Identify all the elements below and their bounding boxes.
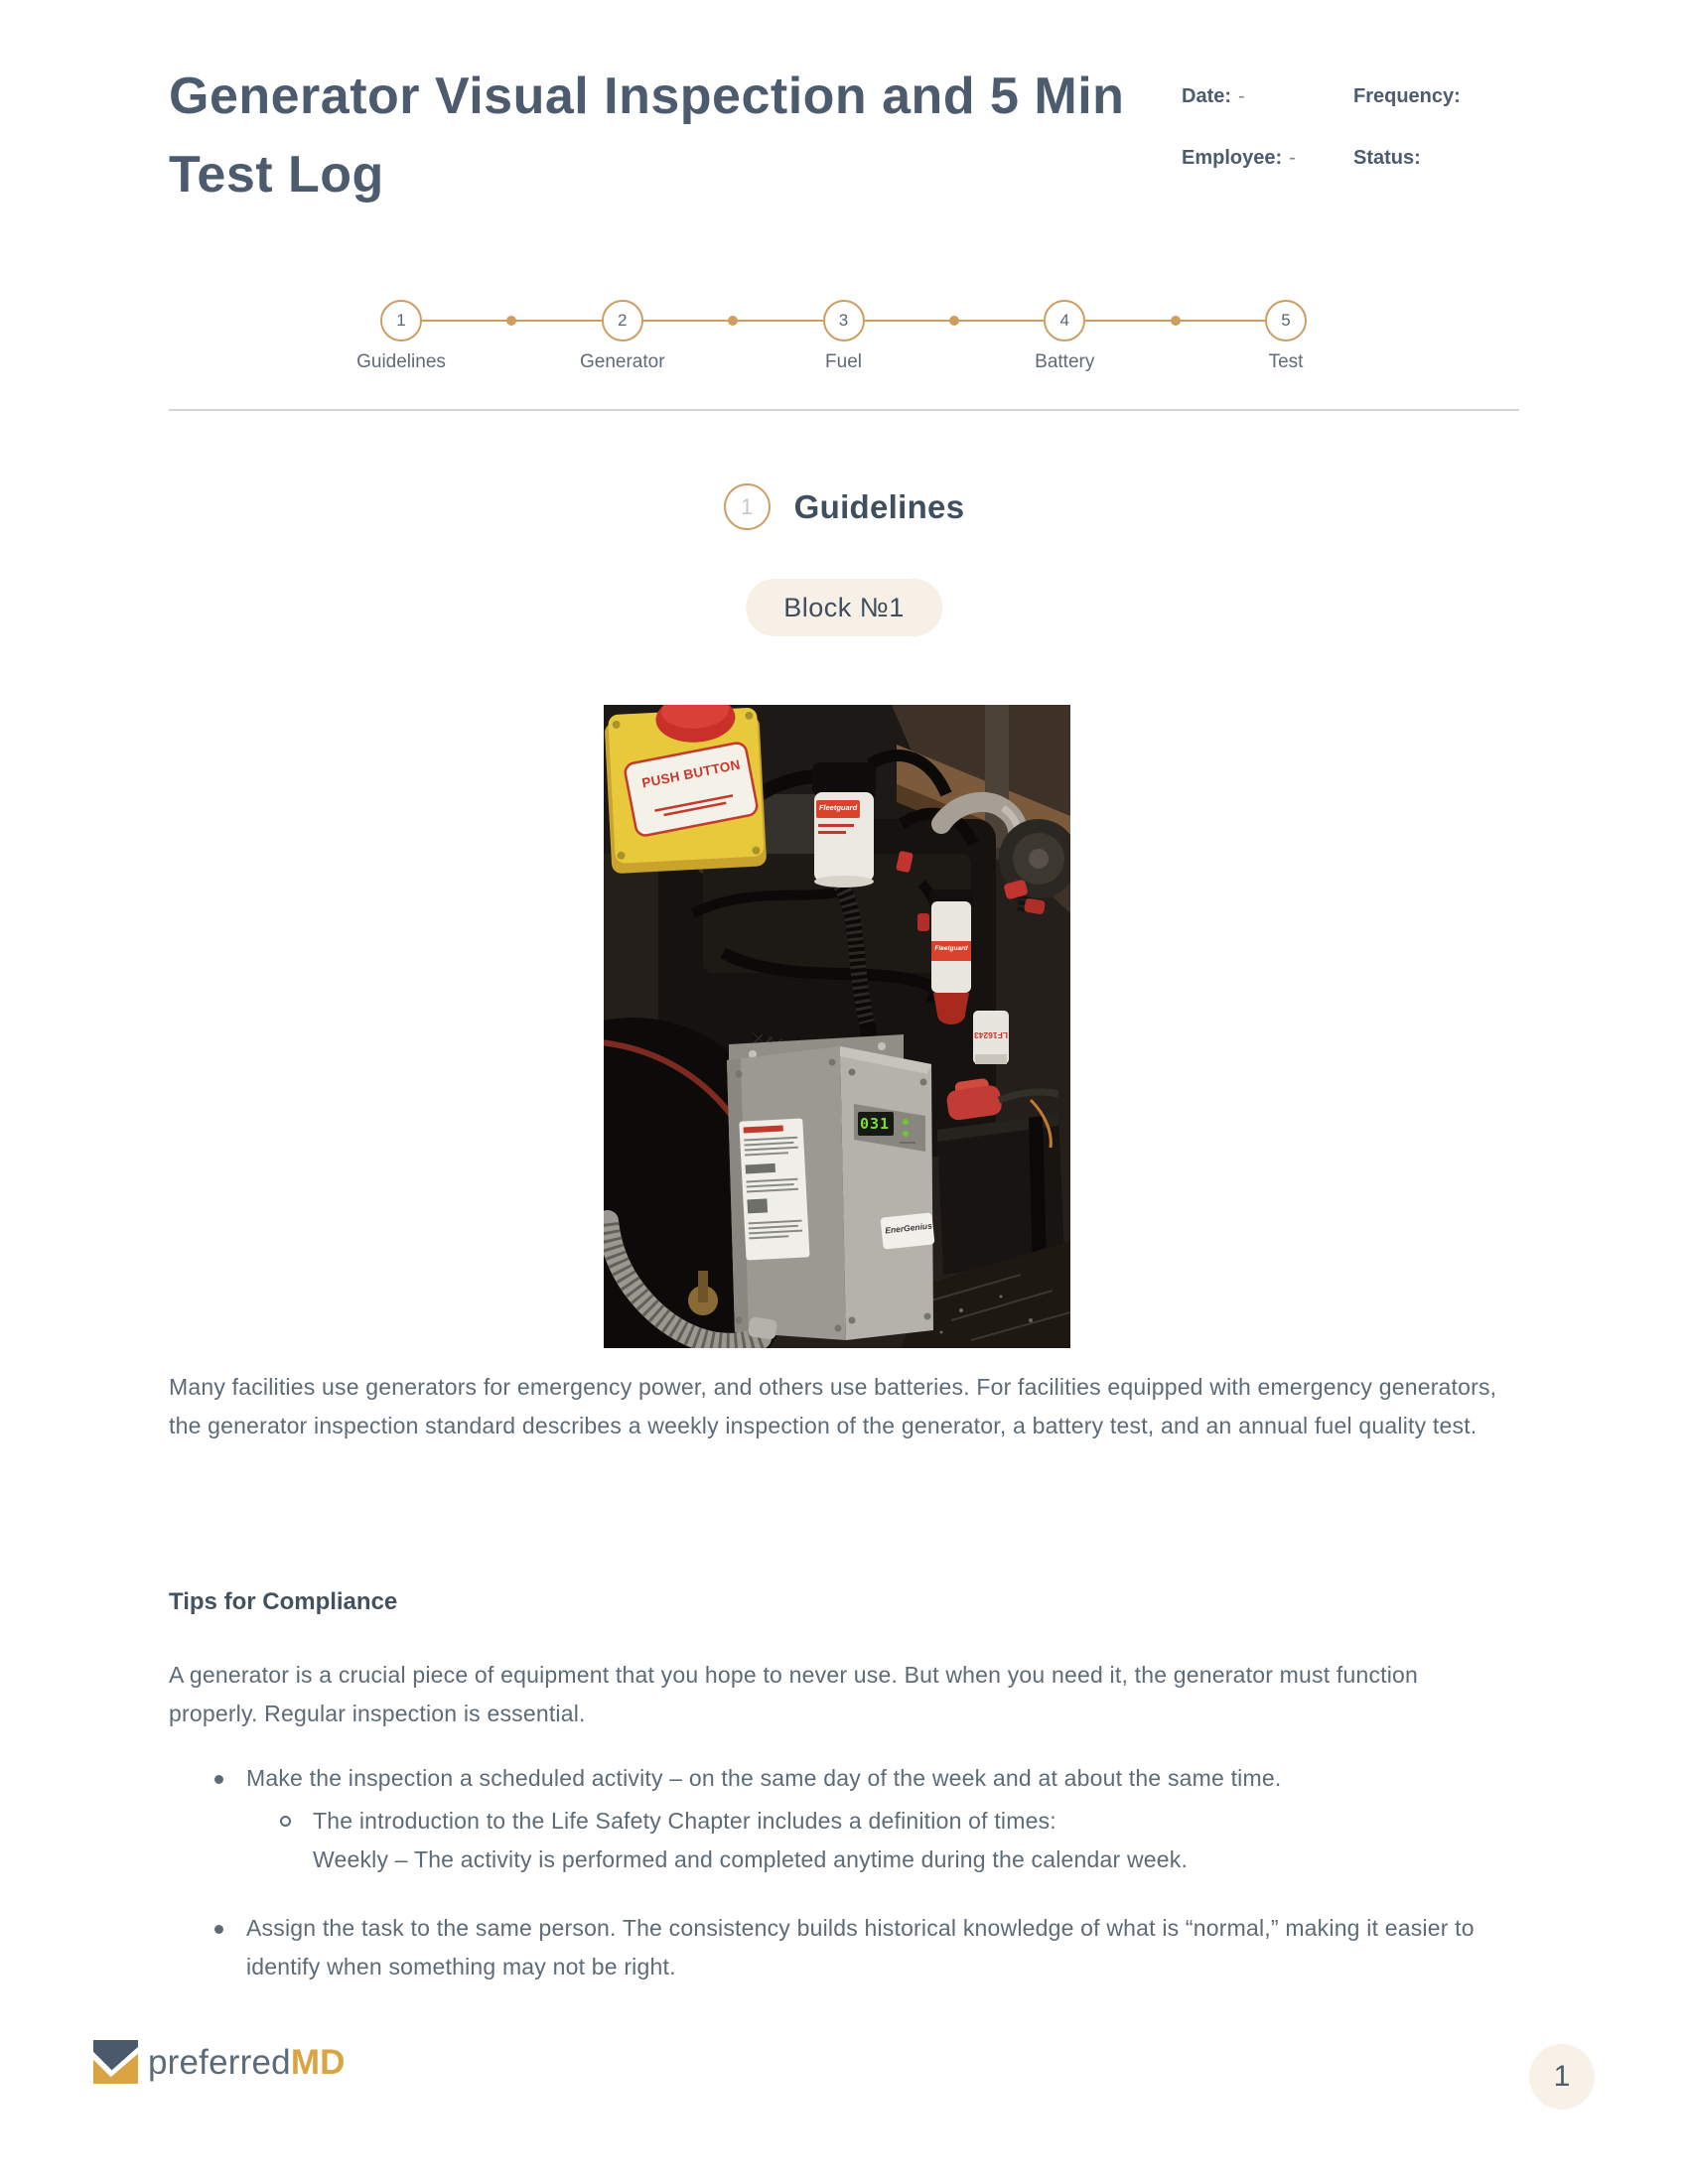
stepper-step-battery: [1035, 300, 1095, 372]
step-circle: 3: [823, 300, 865, 341]
stepper-connector: [643, 320, 823, 322]
stepper-connector: [1085, 320, 1265, 322]
photo-filter-brand-label: Fleetguard: [818, 803, 858, 812]
employee-value: -: [1289, 147, 1296, 169]
photo-filter-code-label: LF16243: [973, 1030, 1009, 1040]
logo-text-primary: preferred: [148, 2042, 291, 2082]
sub-bullet-line-1: The introduction to the Life Safety Chapter includes a definition of times:: [313, 1808, 1056, 1834]
sub-bullet-icon: [280, 1816, 291, 1827]
employee-label: Employee:: [1182, 147, 1283, 169]
stepper-connector: [422, 320, 602, 322]
connector-dot: [728, 316, 738, 326]
stepper-step-fuel: [823, 300, 865, 372]
brand-logo: [92, 2039, 346, 2086]
progress-stepper: [356, 300, 1307, 372]
logo-wordmark: [148, 2043, 346, 2083]
status-label: Status:: [1353, 147, 1421, 169]
tips-bullet-list: [169, 1759, 1519, 1986]
photo-charger-brand-label: EnerGenius: [884, 1220, 933, 1236]
step-label: Battery: [1035, 351, 1095, 372]
connector-dot: [1171, 316, 1181, 326]
step-circle: 1: [380, 300, 422, 341]
step-label: Generator: [579, 351, 665, 372]
frequency-label: Frequency:: [1353, 85, 1461, 107]
step-label: Test: [1268, 351, 1304, 372]
generator-photo-illustration: [604, 705, 1070, 1348]
page-number-badge: 1: [1529, 2044, 1595, 2110]
meta-frequency: [1353, 85, 1572, 108]
sub-list-item: [169, 1802, 1519, 1879]
list-item: [169, 1759, 1519, 1798]
stepper-step-test: [1265, 300, 1307, 372]
step-label: Fuel: [825, 351, 862, 372]
connector-dot: [506, 316, 516, 326]
photo-led-readout: 031: [860, 1115, 891, 1133]
stepper-step-generator: [579, 300, 665, 372]
preferredmd-logo-icon: [92, 2039, 139, 2086]
tips-heading: Tips for Compliance: [169, 1588, 398, 1615]
section-number-circle: 1: [724, 483, 771, 530]
step-label: Guidelines: [356, 351, 446, 372]
block-badge: Block №1: [746, 579, 942, 636]
bullet-icon: [214, 1925, 223, 1934]
sub-bullet-line-2: Weekly – The activity is performed and completed anytime during the calendar week.: [313, 1846, 1189, 1872]
photo-push-button-label: PUSH BUTTON: [640, 756, 742, 791]
bullet-text: Make the inspection a scheduled activity – on the same day of the week and at about the same time.: [246, 1765, 1282, 1791]
logo-text-accent: MD: [290, 2042, 346, 2082]
list-item: [169, 1909, 1519, 1986]
section-heading: [0, 483, 1688, 530]
stepper-connector: [865, 320, 1045, 322]
sub-bullet-text: [313, 1802, 1519, 1879]
page-title: Generator Visual Inspection and 5 Min Test Log: [169, 68, 1125, 205]
step-circle: 2: [602, 300, 643, 341]
generator-photo: [604, 705, 1070, 1348]
header-divider: [169, 409, 1519, 411]
photo-filter-brand-label-2: Fleetguard: [934, 945, 968, 952]
bullet-text: Assign the task to the same person. The consistency builds historical knowledge of what is “normal,” making it easier to identify when something may not be right.: [246, 1915, 1475, 1979]
step-circle: 5: [1265, 300, 1307, 341]
meta-employee: [1182, 147, 1353, 170]
intro-paragraph: Many facilities use generators for emergency power, and others use batteries. For facilities equipped with emergency generators, the generator inspection standard describes a weekly inspection of the generator, a battery test, and an annual fuel quality test.: [169, 1374, 1497, 1438]
meta-date: [1182, 85, 1353, 108]
section-title: Guidelines: [793, 487, 965, 525]
tips-intro-paragraph: A generator is a crucial piece of equipment that you hope to never use. But when you need it, the generator must function properly. Regular inspection is essential.: [169, 1662, 1419, 1726]
bullet-icon: [214, 1775, 223, 1784]
meta-status: [1353, 147, 1572, 170]
connector-dot: [949, 316, 959, 326]
date-value: -: [1238, 85, 1245, 107]
step-circle: 4: [1044, 300, 1085, 341]
stepper-step-guidelines: [356, 300, 446, 372]
header-meta: [1182, 85, 1572, 170]
date-label: Date:: [1182, 85, 1232, 107]
